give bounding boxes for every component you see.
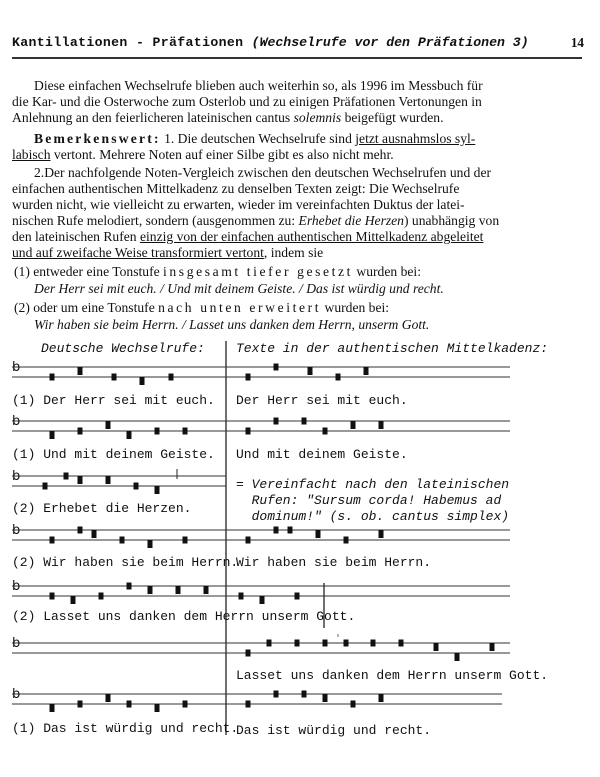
p1-italic-solemnis: solemnis [293,110,342,125]
staff-row7-left-note [183,701,188,708]
staff-row7-left-note [106,694,111,702]
staff-row6-flat-clef-icon: b [12,636,21,651]
row2-right-label: Und mit deinem Geiste. [236,447,408,462]
staff-row2-left-note [50,431,55,439]
staff-row6-right-note [399,640,404,647]
staff-row2-right-note [351,421,356,429]
staff-row5-left-note [127,583,132,590]
staff-row2-flat-clef-icon: b [12,414,21,429]
staff-row1-right-note [246,374,251,381]
staff-row5-left-note [295,593,300,600]
row5-left-label: (2) Lasset uns danken dem Herrn unserm Gott. [12,609,356,624]
staff-row6-right-note [371,640,376,647]
staff-row5-left-note [260,596,265,604]
staff-row2-right-note [302,418,307,425]
staff-row1-right-note [364,367,369,375]
staff-row7-right-note [351,701,356,708]
staff-row4-right-note [246,537,251,544]
remark-text1: 1. Die deutschen Wechselrufe sind [160,131,356,146]
staff-row3-left-note [155,486,160,494]
p1-text: Anlehnung an den feierlicheren lateinischen cantus [12,110,294,125]
staff-row1-left-note [112,374,117,381]
staff-row1-left-note [78,367,83,375]
page-number: 14 [570,35,584,50]
staff-row2-right-note [379,421,384,429]
staff-row4-left-note [78,527,83,534]
case2-suffix: wurden bei: [321,300,390,315]
row5-right-label: Lasset uns danken dem Herrn unserm Gott. [236,668,549,683]
header-subtitle: (Wechselrufe vor den Präfationen 3) [251,35,529,50]
staff-row5-left-note [50,593,55,600]
row2-left-label: (1) Und mit deinem Geiste. [12,447,215,462]
staff-row3-left-note [106,476,111,484]
staff-row7-left-note [78,701,83,708]
staff-row1-right-note [336,374,341,381]
staff-row2-right-note [323,428,328,435]
staff-row3-left-note [78,476,83,484]
case1-spaced: insgesamt tiefer gesetzt [163,264,354,279]
case1-examples: Der Herr sei mit euch. / Und mit deinem Geiste. / Das ist würdig und recht. [34,281,444,296]
row6-right-label: Das ist würdig und recht. [236,723,432,738]
remark-underlined2: labisch [12,147,51,162]
staff-row6-right-note [344,640,349,647]
staff-row1-flat-clef-icon: b [12,360,21,375]
staff-row3-left-note [64,473,69,480]
staff-row5-left-note [99,593,104,600]
staff-row1-left-note [169,374,174,381]
staff-row2-left-note [78,428,83,435]
staff-row6-right-note [295,640,300,647]
staff-row2-right-note [246,428,251,435]
row3-note-line1: = Vereinfacht nach den lateinischen [236,477,510,492]
case2-prefix: (2) oder um eine Tonstufe [14,300,159,315]
case2-examples: Wir haben sie beim Herrn. / Lasset uns danken dem Herrn, unserm Gott. [34,317,430,332]
p1-text-end: beigefügt wurden. [341,110,444,125]
row6-left-label: (1) Das ist würdig und recht. [12,721,239,736]
staff-row4-right-note [379,530,384,538]
staff-row6-right-note [267,640,272,647]
staff-row5-left-note [148,586,153,594]
staff-row7-right-note [323,694,328,702]
row1-left-label: (1) Der Herr sei mit euch. [12,393,215,408]
row4-left-label: (2) Wir haben sie beim Herrn. [12,555,239,570]
staff-row7-left-note [50,704,55,712]
staff-row7-left-note [127,701,132,708]
header-title: Kantillationen - Präfationen [12,35,244,50]
row3-note-line2: Rufen: "Sursum corda! Habemus ad [236,493,502,508]
paragraph2-line2: einfachen authentischen Mittelkadenz zu denselben Texten zeigt: Die Wechselrufe [12,181,460,196]
staff-row1-right-note [308,367,313,375]
staff-row4-right-note [288,527,293,534]
staff-row4-left-note [183,537,188,544]
right-heading: Texte in der authentischen Mittelkadenz: [236,341,549,356]
staff-row4-left-note [50,537,55,544]
remark-label: Bemerkenswert: [34,131,161,146]
case1-prefix: (1) entweder eine Tonstufe [14,264,164,279]
staff-row3-flat-clef-icon: b [12,469,21,484]
staff-row5-left-note [71,596,76,604]
p2-text-end: ) unabhängig von [403,213,500,228]
staff-row4-flat-clef-icon: b [12,523,21,538]
staff-row5-left-note [176,586,181,594]
staff-row1-right-note [274,364,279,371]
p2-text: nischen Rufe melodiert, sondern (ausgenommen zu: [12,213,299,228]
staff-row2-left-note [127,431,132,439]
paragraph2-line3: wurden nicht, wie vielleicht zu erwarten, wieder im vereinfachten Duktus der latei- [12,197,465,212]
staff-row7-right-note [246,701,251,708]
staff-row2-left-note [183,428,188,435]
staff-row6-right-note [323,640,328,647]
staff-row5-left-note [204,586,209,594]
staff-row7-right-note [302,691,307,698]
staff-row1-left-note [50,374,55,381]
staff-row3-left-note [43,483,48,490]
row4-right-label: Wir haben sie beim Herrn. [236,555,432,570]
left-heading: Deutsche Wechselrufe: [41,341,205,356]
p2-underlined1: einzig von der einfachen authentischen Mittelkadenz abgeleitet [139,229,484,244]
row3-left-label: (2) Erhebet die Herzen. [12,501,192,516]
staff-row7-left-note [155,704,160,712]
staff-row5-left-note [239,593,244,600]
staff-row2-right-note [274,418,279,425]
case2-spaced: nach unten erweitert [158,300,322,315]
staff-row7-flat-clef-icon: b [12,687,21,702]
staff-row4-right-note [344,537,349,544]
staff-row6-right-note [490,643,495,651]
staff-row4-left-note [148,540,153,548]
paragraph1-line2: die Kar- und die Osterwoche zum Osterlob und zu einigen Präfationen Vertonungen in [12,94,482,109]
staff-row2-left-note [106,421,111,429]
case1-suffix: wurden bei: [353,264,421,279]
staff-row6-right-note [455,653,460,661]
remark-text2: vertont. Mehrere Noten auf einer Silbe gibt es also nicht mehr. [50,147,394,162]
staff-row4-left-note [120,537,125,544]
staff-row7-right-note [274,691,279,698]
paragraph1-line1: Diese einfachen Wechselrufe blieben auch weiterhin so, als 1996 im Messbuch für [34,78,483,93]
staff-row4-right-note [316,530,321,538]
p2-text5: den lateinischen Rufen [12,229,140,244]
p2-italic-erhebet: Erhebet die Herzen [298,213,404,228]
staff-row6-right-note [434,643,439,651]
staff-row5-flat-clef-icon: b [12,579,21,594]
staff-row6-right-note [246,650,251,657]
staff-row1-left-note [140,377,145,385]
row1-right-label: Der Herr sei mit euch. [236,393,408,408]
staff-row4-left-note [92,530,97,538]
row3-note-line3: dominum!" (s. ob. cantus simplex) [236,509,510,524]
staff-row4-right-note [274,527,279,534]
p2-text6: , indem sie [263,245,324,260]
p2-underlined2: und auf zweifache Weise transformiert vertont [12,245,264,260]
staff-row3-left-note [134,483,139,490]
staff-row2-left-note [155,428,160,435]
staff-row7-right-note [379,694,384,702]
paragraph2-line1: 2.Der nachfolgende Noten-Vergleich zwischen den deutschen Wechselrufen und der [34,165,492,180]
remark-underlined1: jetzt ausnahmslos syl- [355,131,476,146]
